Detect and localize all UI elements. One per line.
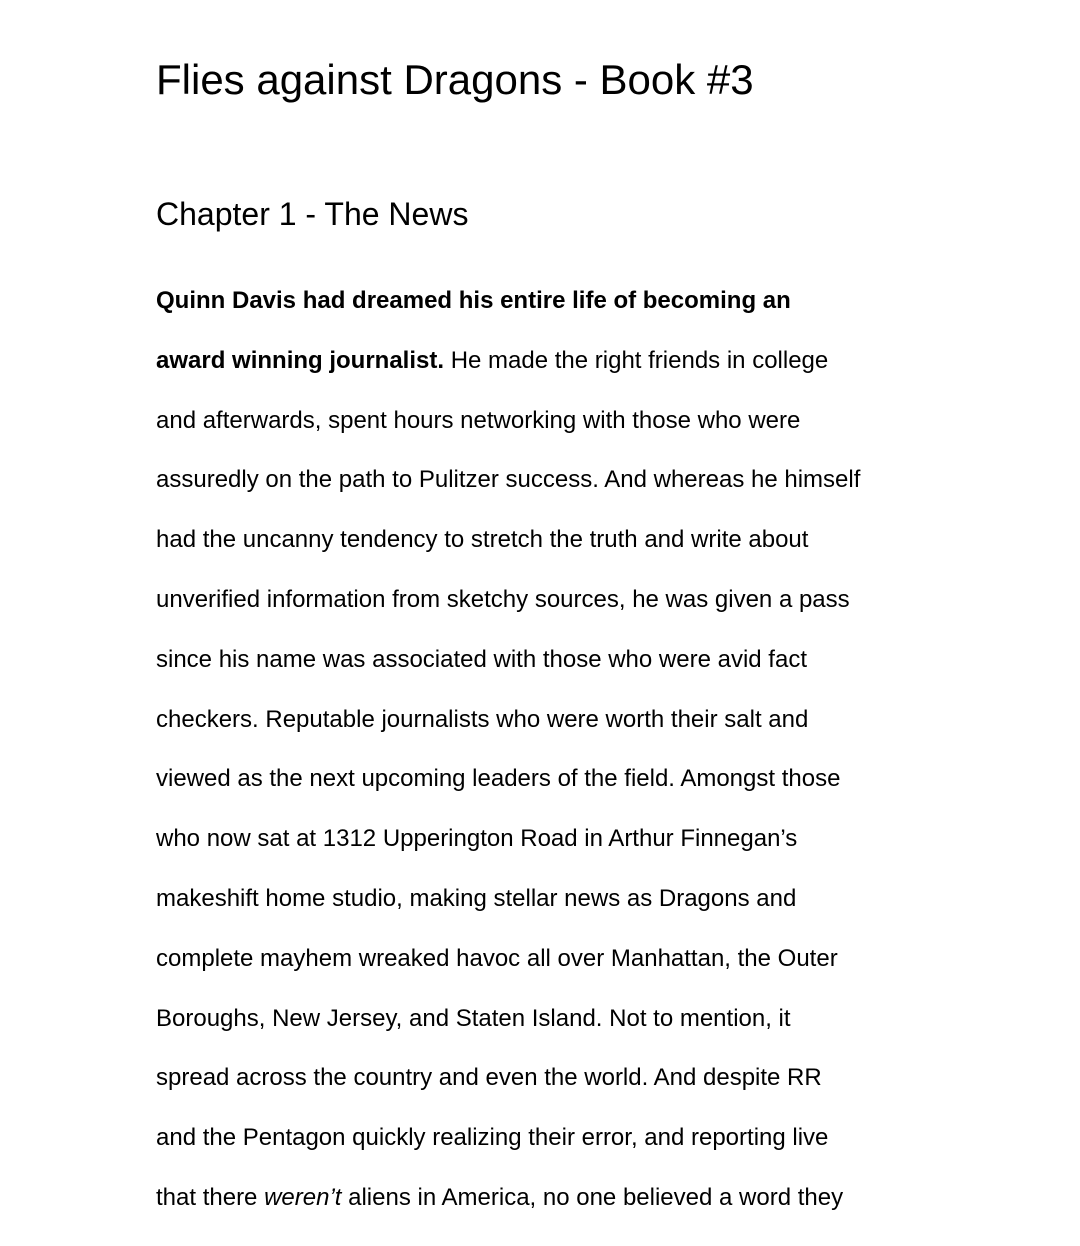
- body-line-2: [156, 343, 956, 403]
- line-text: aliens in America, no one believed a word they: [341, 1183, 844, 1211]
- body-line-6: unverified information from sketchy sources, he was given a pass: [156, 585, 850, 613]
- chapter-heading: Chapter 1 - The News: [156, 196, 469, 232]
- body-line-4: assuredly on the path to Pulitzer success. And whereas he himself: [156, 466, 861, 494]
- italic-text: weren’t: [264, 1183, 342, 1211]
- book-title: Flies against Dragons - Book #3: [156, 56, 754, 103]
- body-line-13: Boroughs, New Jersey, and Staten Island. Not to mention, it: [156, 1004, 791, 1032]
- bold-lead-text: award winning journalist.: [156, 346, 445, 374]
- body-line-14: spread across the country and even the world. And despite RR: [156, 1064, 822, 1092]
- body-line-5: had the uncanny tendency to stretch the truth and write about: [156, 526, 809, 554]
- chapter-body: [156, 283, 956, 1240]
- body-line-8: checkers. Reputable journalists who were worth their salt and: [156, 705, 809, 733]
- body-line-10: who now sat at 1312 Upperington Road in Arthur Finnegan’s: [156, 825, 798, 853]
- line-text: that there: [156, 1183, 265, 1211]
- body-line-11: makeshift home studio, making stellar news as Dragons and: [156, 884, 797, 912]
- body-line-15: and the Pentagon quickly realizing their error, and reporting live: [156, 1124, 829, 1152]
- body-line-16: [156, 1180, 956, 1240]
- body-line-3: and afterwards, spent hours networking with those who were: [156, 406, 801, 434]
- body-line-7: since his name was associated with those who were avid fact: [156, 645, 807, 673]
- line-text: He made the right friends in college: [444, 346, 829, 374]
- body-line-12: complete mayhem wreaked havoc all over Manhattan, the Outer: [156, 944, 838, 972]
- body-line-9: viewed as the next upcoming leaders of the field. Amongst those: [156, 765, 841, 793]
- body-line-1: [156, 283, 956, 343]
- bold-lead-text: Quinn Davis had dreamed his entire life of becoming an: [156, 287, 791, 314]
